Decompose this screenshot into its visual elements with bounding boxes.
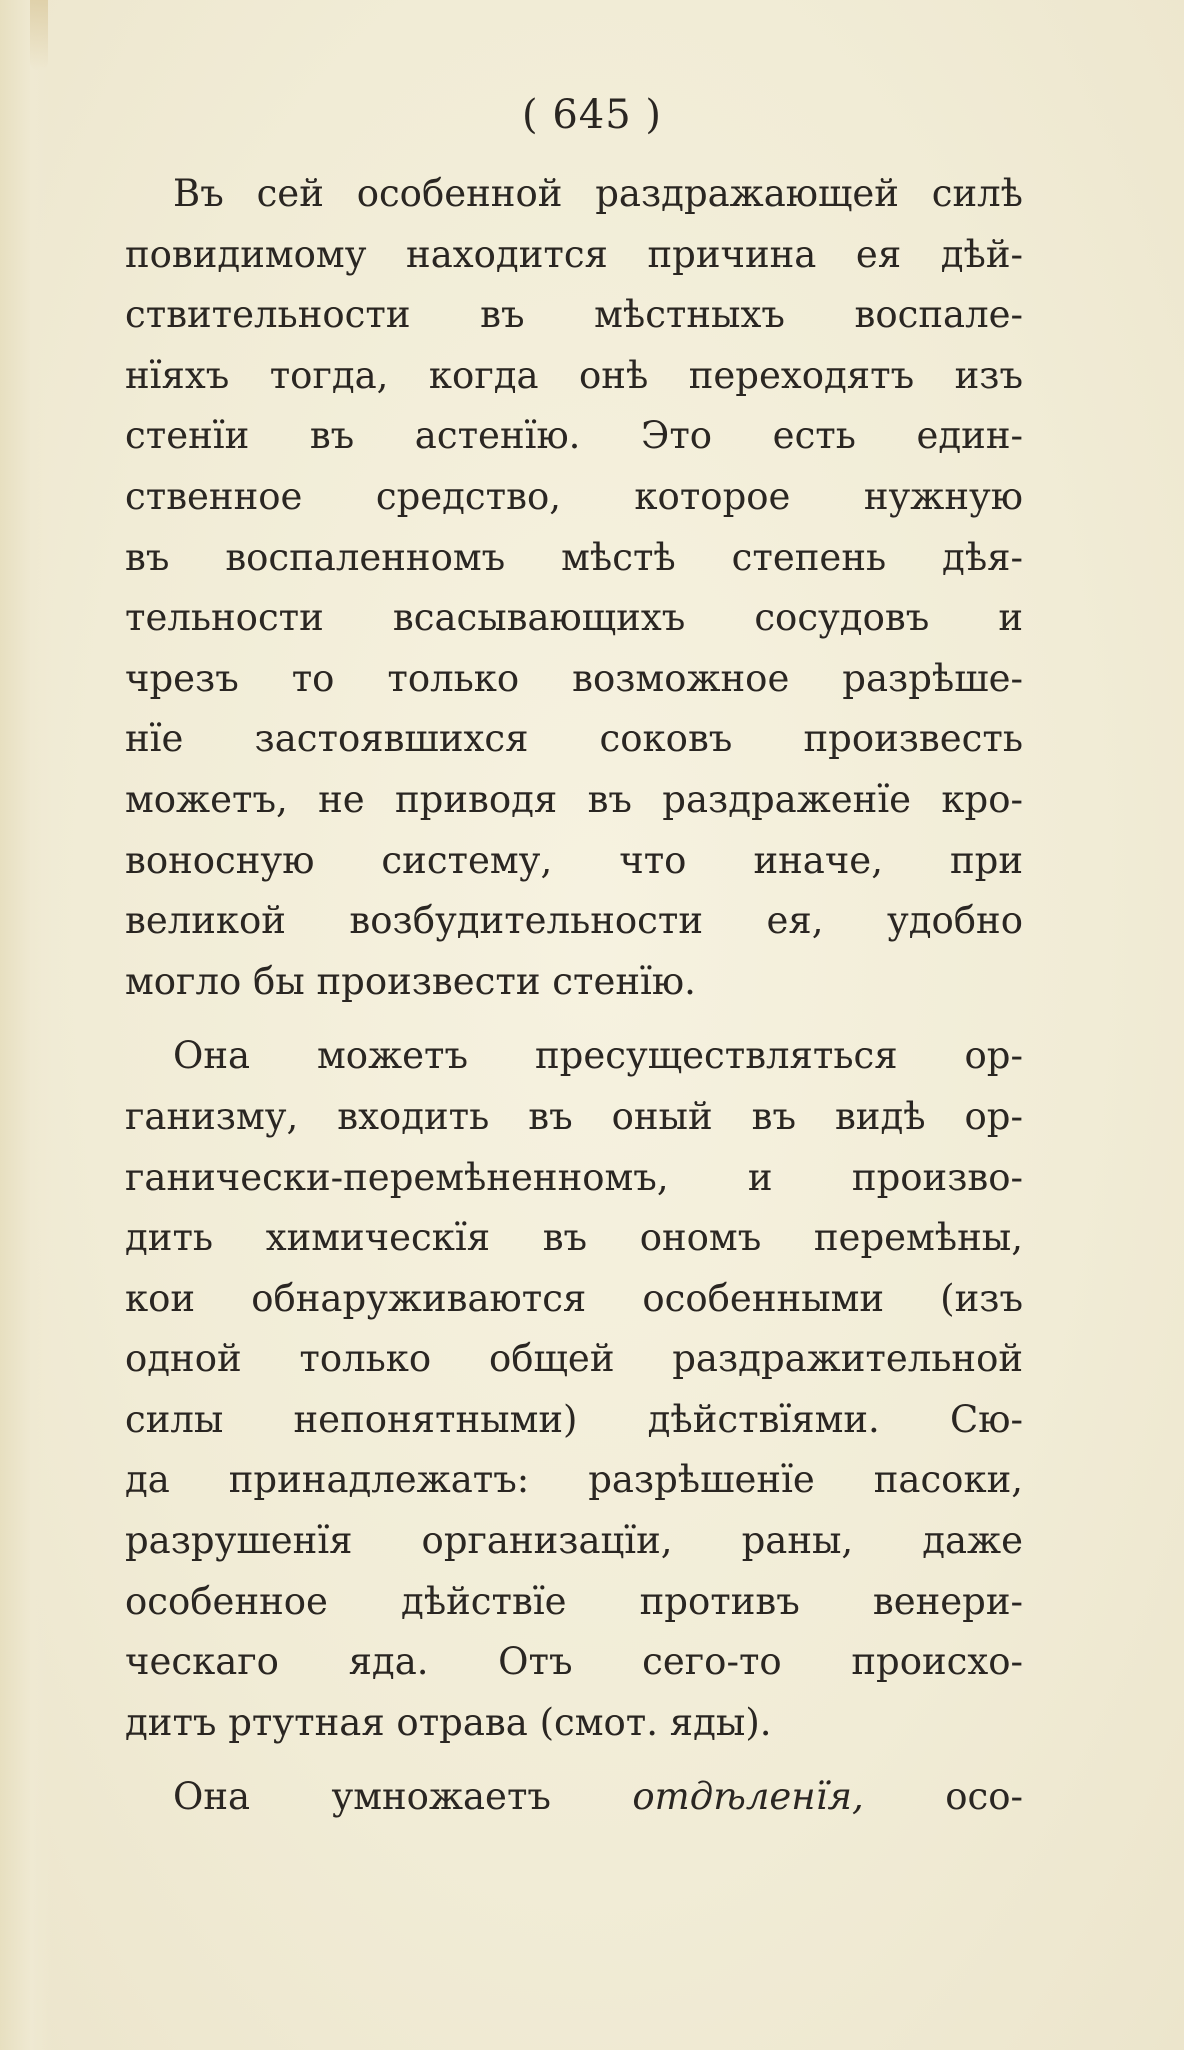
text-line: разрушенїя организацїи, раны, даже xyxy=(125,1519,1023,1563)
body-text xyxy=(125,164,1023,1828)
text-line: повидимому находится причина ея дѣй- xyxy=(125,232,1023,276)
text-line: кои обнаруживаются особенными (изъ xyxy=(125,1276,1023,1320)
text-line: ганически-перемѣненномъ, и произво- xyxy=(125,1155,1023,1199)
text-line: Въ сей особенной раздражающей силѣ xyxy=(173,172,1023,215)
text-line: тельности всасывающихъ сосудовъ и xyxy=(125,596,1023,640)
text-line: нїяхъ тогда, когда онѣ переходятъ изъ xyxy=(125,353,1023,397)
text-line: дить химическїя въ ономъ перемѣны, xyxy=(125,1216,1023,1260)
page-edge-shadow xyxy=(0,0,52,2050)
text-line: воносную систему, что иначе, при xyxy=(125,838,1023,882)
text-line: ганизму, входить въ оный въ видѣ ор- xyxy=(125,1094,1023,1138)
text-line: дитъ ртутная отрава (смот. яды). xyxy=(125,1700,772,1744)
text-line: великой возбудительности ея, удобно xyxy=(125,899,1023,943)
text-line: силы непонятными) дѣйствїями. Сю- xyxy=(125,1397,1023,1441)
text-line: да принадлежатъ: разрѣшенїе пасоки, xyxy=(125,1458,1023,1502)
text-line: нїе застоявшихся соковъ произвесть xyxy=(125,717,1023,761)
text-line: ствительности въ мѣстныхъ воспале- xyxy=(125,293,1023,337)
text-line: можетъ, не приводя въ раздраженїе кро- xyxy=(125,777,1023,821)
text-line: ческаго яда. Отъ сего-то происхо- xyxy=(125,1640,1023,1684)
text-line: одной только общей раздражительной xyxy=(125,1337,1023,1381)
paper-stain xyxy=(30,0,48,70)
text-line: ственное средство, которое нужную xyxy=(125,474,1023,518)
text-line xyxy=(125,1767,1023,1828)
page-number: ( 645 ) xyxy=(522,92,662,138)
text-line: чрезъ то только возможное разрѣше- xyxy=(125,656,1023,700)
italic-term: отдѣленїя, xyxy=(632,1775,864,1819)
text-segment: осо- xyxy=(863,1775,1023,1819)
text-segment: Она умножаетъ xyxy=(173,1775,633,1819)
text-line: могло бы произвести стенїю. xyxy=(125,959,696,1003)
text-line: Она можетъ пресуществляться ор- xyxy=(173,1034,1023,1078)
text-line: стенїи въ астенїю. Это есть един- xyxy=(125,414,1023,458)
text-line: въ воспаленномъ мѣстѣ степень дѣя- xyxy=(125,535,1023,579)
text-line: особенное дѣйствїе противъ венери- xyxy=(125,1579,1023,1623)
